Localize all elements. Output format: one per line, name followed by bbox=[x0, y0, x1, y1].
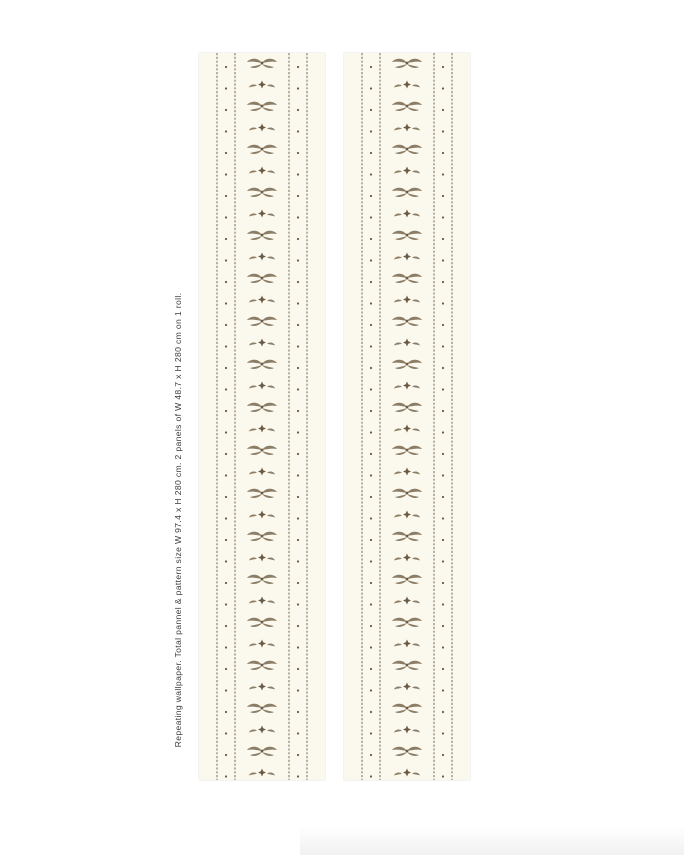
pattern-dot bbox=[225, 195, 227, 197]
pattern-motif bbox=[394, 339, 420, 347]
pattern-dot bbox=[370, 517, 372, 519]
pattern-dot bbox=[370, 87, 372, 89]
pattern-motif bbox=[392, 661, 422, 670]
pattern-dot bbox=[370, 388, 372, 390]
pattern-motif bbox=[247, 188, 277, 197]
pattern-dot bbox=[442, 582, 444, 584]
pattern-dot bbox=[442, 324, 444, 326]
pattern-motif bbox=[247, 747, 277, 756]
pattern-dot bbox=[225, 431, 227, 433]
pattern-motif bbox=[392, 618, 422, 627]
pattern-dot bbox=[442, 109, 444, 111]
pattern-dot bbox=[442, 775, 444, 777]
pattern-dot bbox=[225, 754, 227, 756]
wallpaper-pattern-right bbox=[344, 53, 470, 780]
pattern-motif bbox=[392, 403, 422, 412]
pattern-motif bbox=[249, 210, 275, 218]
pattern-motif bbox=[392, 102, 422, 111]
pattern-dot bbox=[370, 474, 372, 476]
pattern-motif bbox=[247, 403, 277, 412]
pattern-motif bbox=[249, 167, 275, 175]
pattern-dot bbox=[297, 173, 299, 175]
pattern-dot bbox=[370, 216, 372, 218]
pattern-dot bbox=[225, 66, 227, 68]
pattern-dot bbox=[225, 646, 227, 648]
pattern-dot bbox=[442, 431, 444, 433]
pattern-motif bbox=[247, 102, 277, 111]
pattern-motif bbox=[247, 446, 277, 455]
pattern-dot bbox=[370, 668, 372, 670]
pattern-dot bbox=[225, 582, 227, 584]
pattern-dot bbox=[442, 367, 444, 369]
pattern-motif bbox=[249, 769, 275, 777]
pattern-dot bbox=[297, 560, 299, 562]
pattern-dot bbox=[370, 152, 372, 154]
pattern-dot bbox=[442, 216, 444, 218]
pattern-dot bbox=[370, 130, 372, 132]
pattern-motif bbox=[392, 532, 422, 541]
pattern-dot bbox=[225, 388, 227, 390]
pattern-dot bbox=[370, 646, 372, 648]
pattern-motif bbox=[392, 188, 422, 197]
pattern-dot bbox=[225, 109, 227, 111]
dimensions-caption: Repeating wallpaper. Total pannel & pattern size W 97.4 x H 280 cm. 2 panels of W 48.7 x H 280 cm on 1 roll. bbox=[173, 292, 183, 748]
pattern-motif bbox=[392, 145, 422, 154]
pattern-motif bbox=[249, 124, 275, 132]
pattern-dot bbox=[370, 582, 372, 584]
pattern-dot bbox=[442, 646, 444, 648]
pattern-motif bbox=[247, 231, 277, 240]
pattern-motif bbox=[249, 640, 275, 648]
pattern-motif bbox=[249, 554, 275, 562]
pattern-dot bbox=[297, 496, 299, 498]
bottom-shadow bbox=[300, 826, 684, 855]
pattern-dot bbox=[225, 410, 227, 412]
pattern-dot bbox=[370, 689, 372, 691]
pattern-dot bbox=[225, 474, 227, 476]
pattern-motif bbox=[249, 683, 275, 691]
pattern-motif bbox=[392, 231, 422, 240]
pattern-dot bbox=[225, 173, 227, 175]
pattern-dot bbox=[297, 711, 299, 713]
pattern-motif bbox=[247, 489, 277, 498]
pattern-dot bbox=[225, 539, 227, 541]
pattern-dot bbox=[442, 345, 444, 347]
pattern-dot bbox=[225, 87, 227, 89]
pattern-dot bbox=[225, 259, 227, 261]
pattern-dot bbox=[297, 259, 299, 261]
pattern-dot bbox=[442, 130, 444, 132]
pattern-motif bbox=[394, 468, 420, 476]
pattern-dot bbox=[297, 195, 299, 197]
pattern-motif bbox=[247, 145, 277, 154]
pattern-dot bbox=[297, 603, 299, 605]
pattern-dot bbox=[370, 775, 372, 777]
pattern-motif bbox=[394, 167, 420, 175]
pattern-motif bbox=[249, 425, 275, 433]
pattern-dot bbox=[297, 539, 299, 541]
pattern-dot bbox=[370, 625, 372, 627]
pattern-dot bbox=[225, 453, 227, 455]
pattern-motif bbox=[394, 640, 420, 648]
pattern-motif bbox=[249, 468, 275, 476]
pattern-motif bbox=[394, 124, 420, 132]
pattern-dot bbox=[442, 410, 444, 412]
pattern-motif bbox=[392, 317, 422, 326]
pattern-dot bbox=[225, 281, 227, 283]
pattern-dot bbox=[442, 388, 444, 390]
pattern-dot bbox=[442, 668, 444, 670]
pattern-dot bbox=[225, 668, 227, 670]
pattern-dot bbox=[297, 689, 299, 691]
pattern-motif bbox=[394, 726, 420, 734]
pattern-dot bbox=[225, 625, 227, 627]
pattern-motif bbox=[394, 554, 420, 562]
pattern-dot bbox=[297, 646, 299, 648]
pattern-dot bbox=[297, 302, 299, 304]
pattern-dot bbox=[442, 302, 444, 304]
pattern-dot bbox=[225, 345, 227, 347]
pattern-motif bbox=[394, 769, 420, 777]
pattern-motif bbox=[247, 704, 277, 713]
pattern-dot bbox=[297, 453, 299, 455]
pattern-dot bbox=[370, 431, 372, 433]
pattern-motif bbox=[392, 59, 422, 68]
pattern-dot bbox=[297, 216, 299, 218]
pattern-dot bbox=[442, 625, 444, 627]
pattern-dot bbox=[370, 539, 372, 541]
pattern-dot bbox=[442, 732, 444, 734]
pattern-dot bbox=[370, 195, 372, 197]
pattern-dot bbox=[442, 560, 444, 562]
pattern-dot bbox=[297, 66, 299, 68]
pattern-dot bbox=[297, 410, 299, 412]
pattern-dot bbox=[370, 603, 372, 605]
pattern-dot bbox=[225, 496, 227, 498]
pattern-dot bbox=[225, 216, 227, 218]
pattern-dot bbox=[297, 388, 299, 390]
pattern-dot bbox=[370, 302, 372, 304]
pattern-dot bbox=[370, 367, 372, 369]
pattern-dot bbox=[297, 754, 299, 756]
pattern-dot bbox=[370, 754, 372, 756]
pattern-dot bbox=[442, 152, 444, 154]
pattern-dot bbox=[297, 775, 299, 777]
pattern-motif bbox=[249, 339, 275, 347]
pattern-dot bbox=[297, 732, 299, 734]
pattern-motif bbox=[394, 511, 420, 519]
pattern-motif bbox=[249, 597, 275, 605]
pattern-motif bbox=[394, 425, 420, 433]
wallpaper-panel-left bbox=[199, 53, 325, 780]
pattern-dot bbox=[225, 689, 227, 691]
pattern-dot bbox=[442, 173, 444, 175]
pattern-motif bbox=[392, 704, 422, 713]
pattern-dot bbox=[297, 367, 299, 369]
pattern-dot bbox=[370, 238, 372, 240]
pattern-motif bbox=[392, 747, 422, 756]
pattern-dot bbox=[225, 711, 227, 713]
pattern-dot bbox=[225, 130, 227, 132]
pattern-motif bbox=[247, 59, 277, 68]
pattern-motif bbox=[249, 511, 275, 519]
pattern-dot bbox=[370, 173, 372, 175]
pattern-dot bbox=[225, 560, 227, 562]
pattern-motif bbox=[247, 360, 277, 369]
pattern-motif bbox=[249, 81, 275, 89]
pattern-motif bbox=[247, 661, 277, 670]
pattern-dot bbox=[370, 732, 372, 734]
pattern-motif bbox=[392, 446, 422, 455]
pattern-dot bbox=[225, 238, 227, 240]
pattern-motif bbox=[249, 382, 275, 390]
pattern-dot bbox=[225, 152, 227, 154]
pattern-dot bbox=[297, 474, 299, 476]
pattern-dot bbox=[370, 109, 372, 111]
pattern-dot bbox=[442, 453, 444, 455]
pattern-dot bbox=[370, 410, 372, 412]
pattern-dot bbox=[442, 87, 444, 89]
pattern-dot bbox=[297, 152, 299, 154]
pattern-dot bbox=[370, 560, 372, 562]
pattern-dot bbox=[442, 281, 444, 283]
pattern-dot bbox=[225, 324, 227, 326]
pattern-dot bbox=[442, 238, 444, 240]
pattern-dot bbox=[442, 496, 444, 498]
pattern-motif bbox=[249, 726, 275, 734]
pattern-dot bbox=[370, 324, 372, 326]
pattern-motif bbox=[247, 274, 277, 283]
pattern-dot bbox=[297, 87, 299, 89]
pattern-motif bbox=[249, 253, 275, 261]
pattern-dot bbox=[225, 603, 227, 605]
pattern-dot bbox=[442, 259, 444, 261]
pattern-dot bbox=[442, 603, 444, 605]
pattern-dot bbox=[297, 431, 299, 433]
pattern-dot bbox=[297, 345, 299, 347]
pattern-dot bbox=[297, 625, 299, 627]
pattern-motif bbox=[247, 618, 277, 627]
pattern-dot bbox=[442, 711, 444, 713]
pattern-motif bbox=[394, 253, 420, 261]
pattern-dot bbox=[297, 109, 299, 111]
pattern-motif bbox=[392, 489, 422, 498]
pattern-dot bbox=[297, 130, 299, 132]
pattern-dot bbox=[225, 775, 227, 777]
pattern-motif bbox=[392, 575, 422, 584]
pattern-dot bbox=[225, 732, 227, 734]
pattern-dot bbox=[442, 539, 444, 541]
pattern-dot bbox=[297, 668, 299, 670]
pattern-dot bbox=[442, 517, 444, 519]
pattern-dot bbox=[442, 195, 444, 197]
pattern-motif bbox=[392, 274, 422, 283]
pattern-motif bbox=[394, 683, 420, 691]
pattern-dot bbox=[442, 66, 444, 68]
pattern-dot bbox=[225, 367, 227, 369]
pattern-motif bbox=[392, 360, 422, 369]
pattern-dot bbox=[370, 259, 372, 261]
pattern-dot bbox=[370, 496, 372, 498]
pattern-dot bbox=[370, 345, 372, 347]
pattern-dot bbox=[297, 281, 299, 283]
pattern-motif bbox=[394, 597, 420, 605]
pattern-dot bbox=[370, 453, 372, 455]
pattern-dot bbox=[297, 582, 299, 584]
pattern-motif bbox=[249, 296, 275, 304]
pattern-dot bbox=[442, 689, 444, 691]
pattern-dot bbox=[225, 302, 227, 304]
pattern-dot bbox=[297, 238, 299, 240]
wallpaper-pattern-left bbox=[199, 53, 325, 780]
pattern-dot bbox=[297, 324, 299, 326]
pattern-dot bbox=[442, 474, 444, 476]
pattern-dot bbox=[297, 517, 299, 519]
pattern-motif bbox=[247, 317, 277, 326]
pattern-dot bbox=[370, 711, 372, 713]
pattern-motif bbox=[247, 532, 277, 541]
pattern-motif bbox=[394, 296, 420, 304]
pattern-dot bbox=[442, 754, 444, 756]
pattern-dot bbox=[370, 66, 372, 68]
pattern-motif bbox=[394, 210, 420, 218]
pattern-dot bbox=[370, 281, 372, 283]
pattern-motif bbox=[394, 81, 420, 89]
wallpaper-panel-right bbox=[344, 53, 470, 780]
pattern-motif bbox=[394, 382, 420, 390]
pattern-motif bbox=[247, 575, 277, 584]
pattern-dot bbox=[225, 517, 227, 519]
